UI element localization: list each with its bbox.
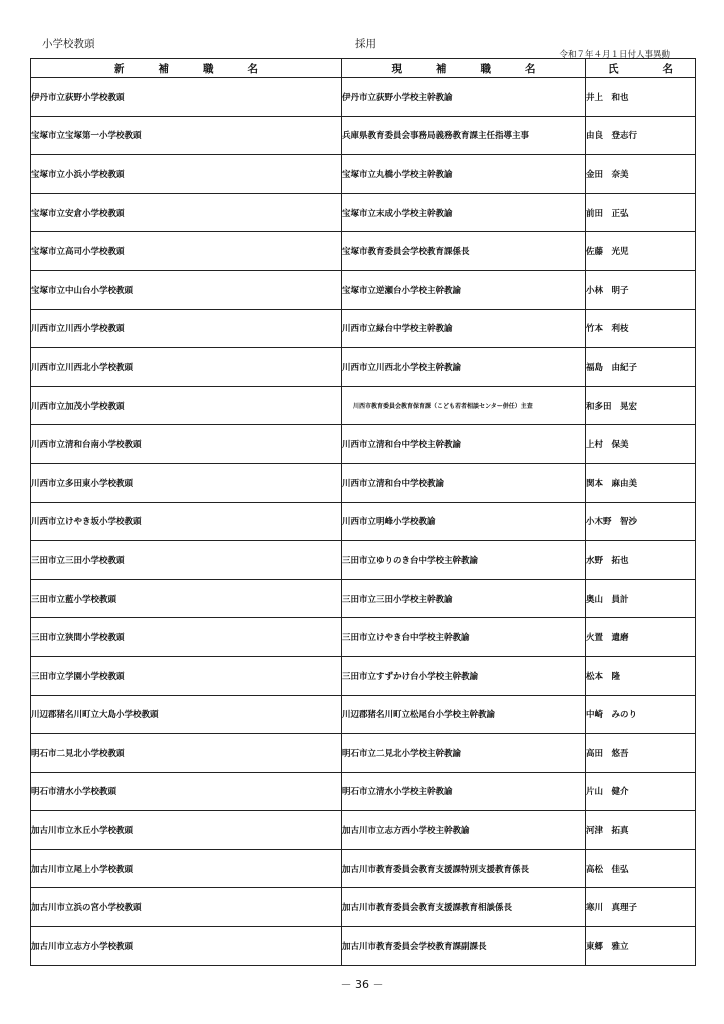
person-name-cell: 河津 拓真 (586, 811, 696, 850)
new-post-cell: 三田市立狭間小学校教頭 (31, 618, 342, 657)
category-label: 小学校教頭 (42, 38, 95, 50)
table-row (31, 734, 696, 773)
person-name-cell: 上村 保美 (586, 425, 696, 464)
person-name-cell: 中崎 みのり (586, 695, 696, 734)
current-post-cell: 川西市立緑台中学校主幹教諭 (342, 309, 586, 348)
new-post-cell: 三田市立藍小学校教頭 (31, 579, 342, 618)
current-post-cell: 三田市立ゆりのき台中学校主幹教諭 (342, 541, 586, 580)
person-name-cell: 奥山 員計 (586, 579, 696, 618)
current-post-cell: 宝塚市立末成小学校主幹教諭 (342, 193, 586, 232)
current-post-cell: 川西市立清和台中学校教諭 (342, 463, 586, 502)
new-post-cell: 宝塚市立中山台小学校教頭 (31, 270, 342, 309)
table-header-row (31, 59, 696, 78)
new-post-cell: 川西市立けやき坂小学校教頭 (31, 502, 342, 541)
new-post-cell: 明石市二見北小学校教頭 (31, 734, 342, 773)
table-row (31, 849, 696, 888)
person-name-cell: 高田 悠吾 (586, 734, 696, 773)
table-row (31, 425, 696, 464)
table-row (31, 348, 696, 387)
table-row (31, 155, 696, 194)
table-row (31, 541, 696, 580)
table-row (31, 656, 696, 695)
person-name-cell: 高松 佳弘 (586, 849, 696, 888)
new-post-cell: 川西市立川西北小学校教頭 (31, 348, 342, 387)
new-post-cell: 宝塚市立安倉小学校教頭 (31, 193, 342, 232)
table-row (31, 386, 696, 425)
table-row (31, 232, 696, 271)
person-name-cell: 由良 登志行 (586, 116, 696, 155)
new-post-cell: 川西市立多田東小学校教頭 (31, 463, 342, 502)
person-name-cell: 小木野 智沙 (586, 502, 696, 541)
current-post-cell: 加古川市教育委員会教育支援課教育相談係長 (342, 888, 586, 927)
current-post-cell: 宝塚市教育委員会学校教育課係長 (342, 232, 586, 271)
current-post-cell: 宝塚市立丸橋小学校主幹教諭 (342, 155, 586, 194)
new-post-cell: 三田市立三田小学校教頭 (31, 541, 342, 580)
person-name-cell: 井上 和也 (586, 78, 696, 117)
table-row (31, 927, 696, 966)
current-post-cell: 兵庫県教育委員会事務局義務教育課主任指導主事 (342, 116, 586, 155)
current-post-cell: 三田市立すずかけ台小学校主幹教諭 (342, 656, 586, 695)
person-name-cell: 佐藤 光児 (586, 232, 696, 271)
person-name-cell: 小林 明子 (586, 270, 696, 309)
column-header-new-post: 新補職名 (31, 59, 342, 78)
person-name-cell: 水野 拓也 (586, 541, 696, 580)
table-row (31, 695, 696, 734)
current-post-cell: 川西市教育委員会教育保育課（こども若者相談センター併任）主査 (342, 386, 586, 425)
current-post-cell: 明石市立清水小学校主幹教諭 (342, 772, 586, 811)
table-body (31, 78, 696, 966)
page-number: － 36 － (340, 978, 384, 991)
current-post-cell: 加古川市立志方西小学校主幹教諭 (342, 811, 586, 850)
new-post-cell: 川西市立川西小学校教頭 (31, 309, 342, 348)
current-post-cell: 川西市立川西北小学校主幹教諭 (342, 348, 586, 387)
personnel-table (30, 58, 717, 966)
table-row (31, 463, 696, 502)
person-name-cell: 和多田 晃宏 (586, 386, 696, 425)
column-header-name: 氏名 (586, 59, 696, 78)
person-name-cell: 片山 健介 (586, 772, 696, 811)
column-header-current-post: 現補職名 (342, 59, 586, 78)
new-post-cell: 加古川市立氷丘小学校教頭 (31, 811, 342, 850)
person-name-cell: 松本 隆 (586, 656, 696, 695)
person-name-cell: 竹本 利枝 (586, 309, 696, 348)
new-post-cell: 川西市立清和台南小学校教頭 (31, 425, 342, 464)
new-post-cell: 宝塚市立高司小学校教頭 (31, 232, 342, 271)
new-post-cell: 加古川市立浜の宮小学校教頭 (31, 888, 342, 927)
new-post-cell: 明石市清水小学校教頭 (31, 772, 342, 811)
table-row (31, 116, 696, 155)
table-row (31, 618, 696, 657)
current-post-cell: 川西市立明峰小学校教諭 (342, 502, 586, 541)
person-name-cell: 寒川 真理子 (586, 888, 696, 927)
new-post-cell: 三田市立学園小学校教頭 (31, 656, 342, 695)
table-row (31, 888, 696, 927)
current-post-cell: 三田市立けやき台中学校主幹教諭 (342, 618, 586, 657)
appointment-type-label: 採用 (355, 38, 376, 50)
person-name-cell: 福島 由紀子 (586, 348, 696, 387)
table-row (31, 78, 696, 117)
date-note: 令和７年４月１日付人事異動 (559, 50, 670, 60)
table-row (31, 502, 696, 541)
person-name-cell: 東郷 雅立 (586, 927, 696, 966)
table-row (31, 579, 696, 618)
person-name-cell: 前田 正弘 (586, 193, 696, 232)
person-name-cell: 金田 奈美 (586, 155, 696, 194)
table-row (31, 811, 696, 850)
current-post-cell: 川西市立清和台中学校主幹教諭 (342, 425, 586, 464)
new-post-cell: 伊丹市立荻野小学校教頭 (31, 78, 342, 117)
table-row (31, 193, 696, 232)
current-post-cell: 宝塚市立逆瀬台小学校主幹教諭 (342, 270, 586, 309)
new-post-cell: 川西市立加茂小学校教頭 (31, 386, 342, 425)
current-post-cell: 川辺郡猪名川町立松尾台小学校主幹教諭 (342, 695, 586, 734)
new-post-cell: 宝塚市立小浜小学校教頭 (31, 155, 342, 194)
new-post-cell: 加古川市立尾上小学校教頭 (31, 849, 342, 888)
new-post-cell: 川辺郡猪名川町立大島小学校教頭 (31, 695, 342, 734)
table-row (31, 772, 696, 811)
table-row (31, 270, 696, 309)
new-post-cell: 宝塚市立宝塚第一小学校教頭 (31, 116, 342, 155)
person-name-cell: 火置 遺磨 (586, 618, 696, 657)
current-post-cell: 三田市立三田小学校主幹教諭 (342, 579, 586, 618)
current-post-cell: 伊丹市立荻野小学校主幹教諭 (342, 78, 586, 117)
person-name-cell: 関本 麻由美 (586, 463, 696, 502)
current-post-cell: 加古川市教育委員会教育支援課特別支援教育係長 (342, 849, 586, 888)
current-post-cell: 明石市立二見北小学校主幹教諭 (342, 734, 586, 773)
new-post-cell: 加古川市立志方小学校教頭 (31, 927, 342, 966)
table-row (31, 309, 696, 348)
current-post-cell: 加古川市教育委員会学校教育課副課長 (342, 927, 586, 966)
